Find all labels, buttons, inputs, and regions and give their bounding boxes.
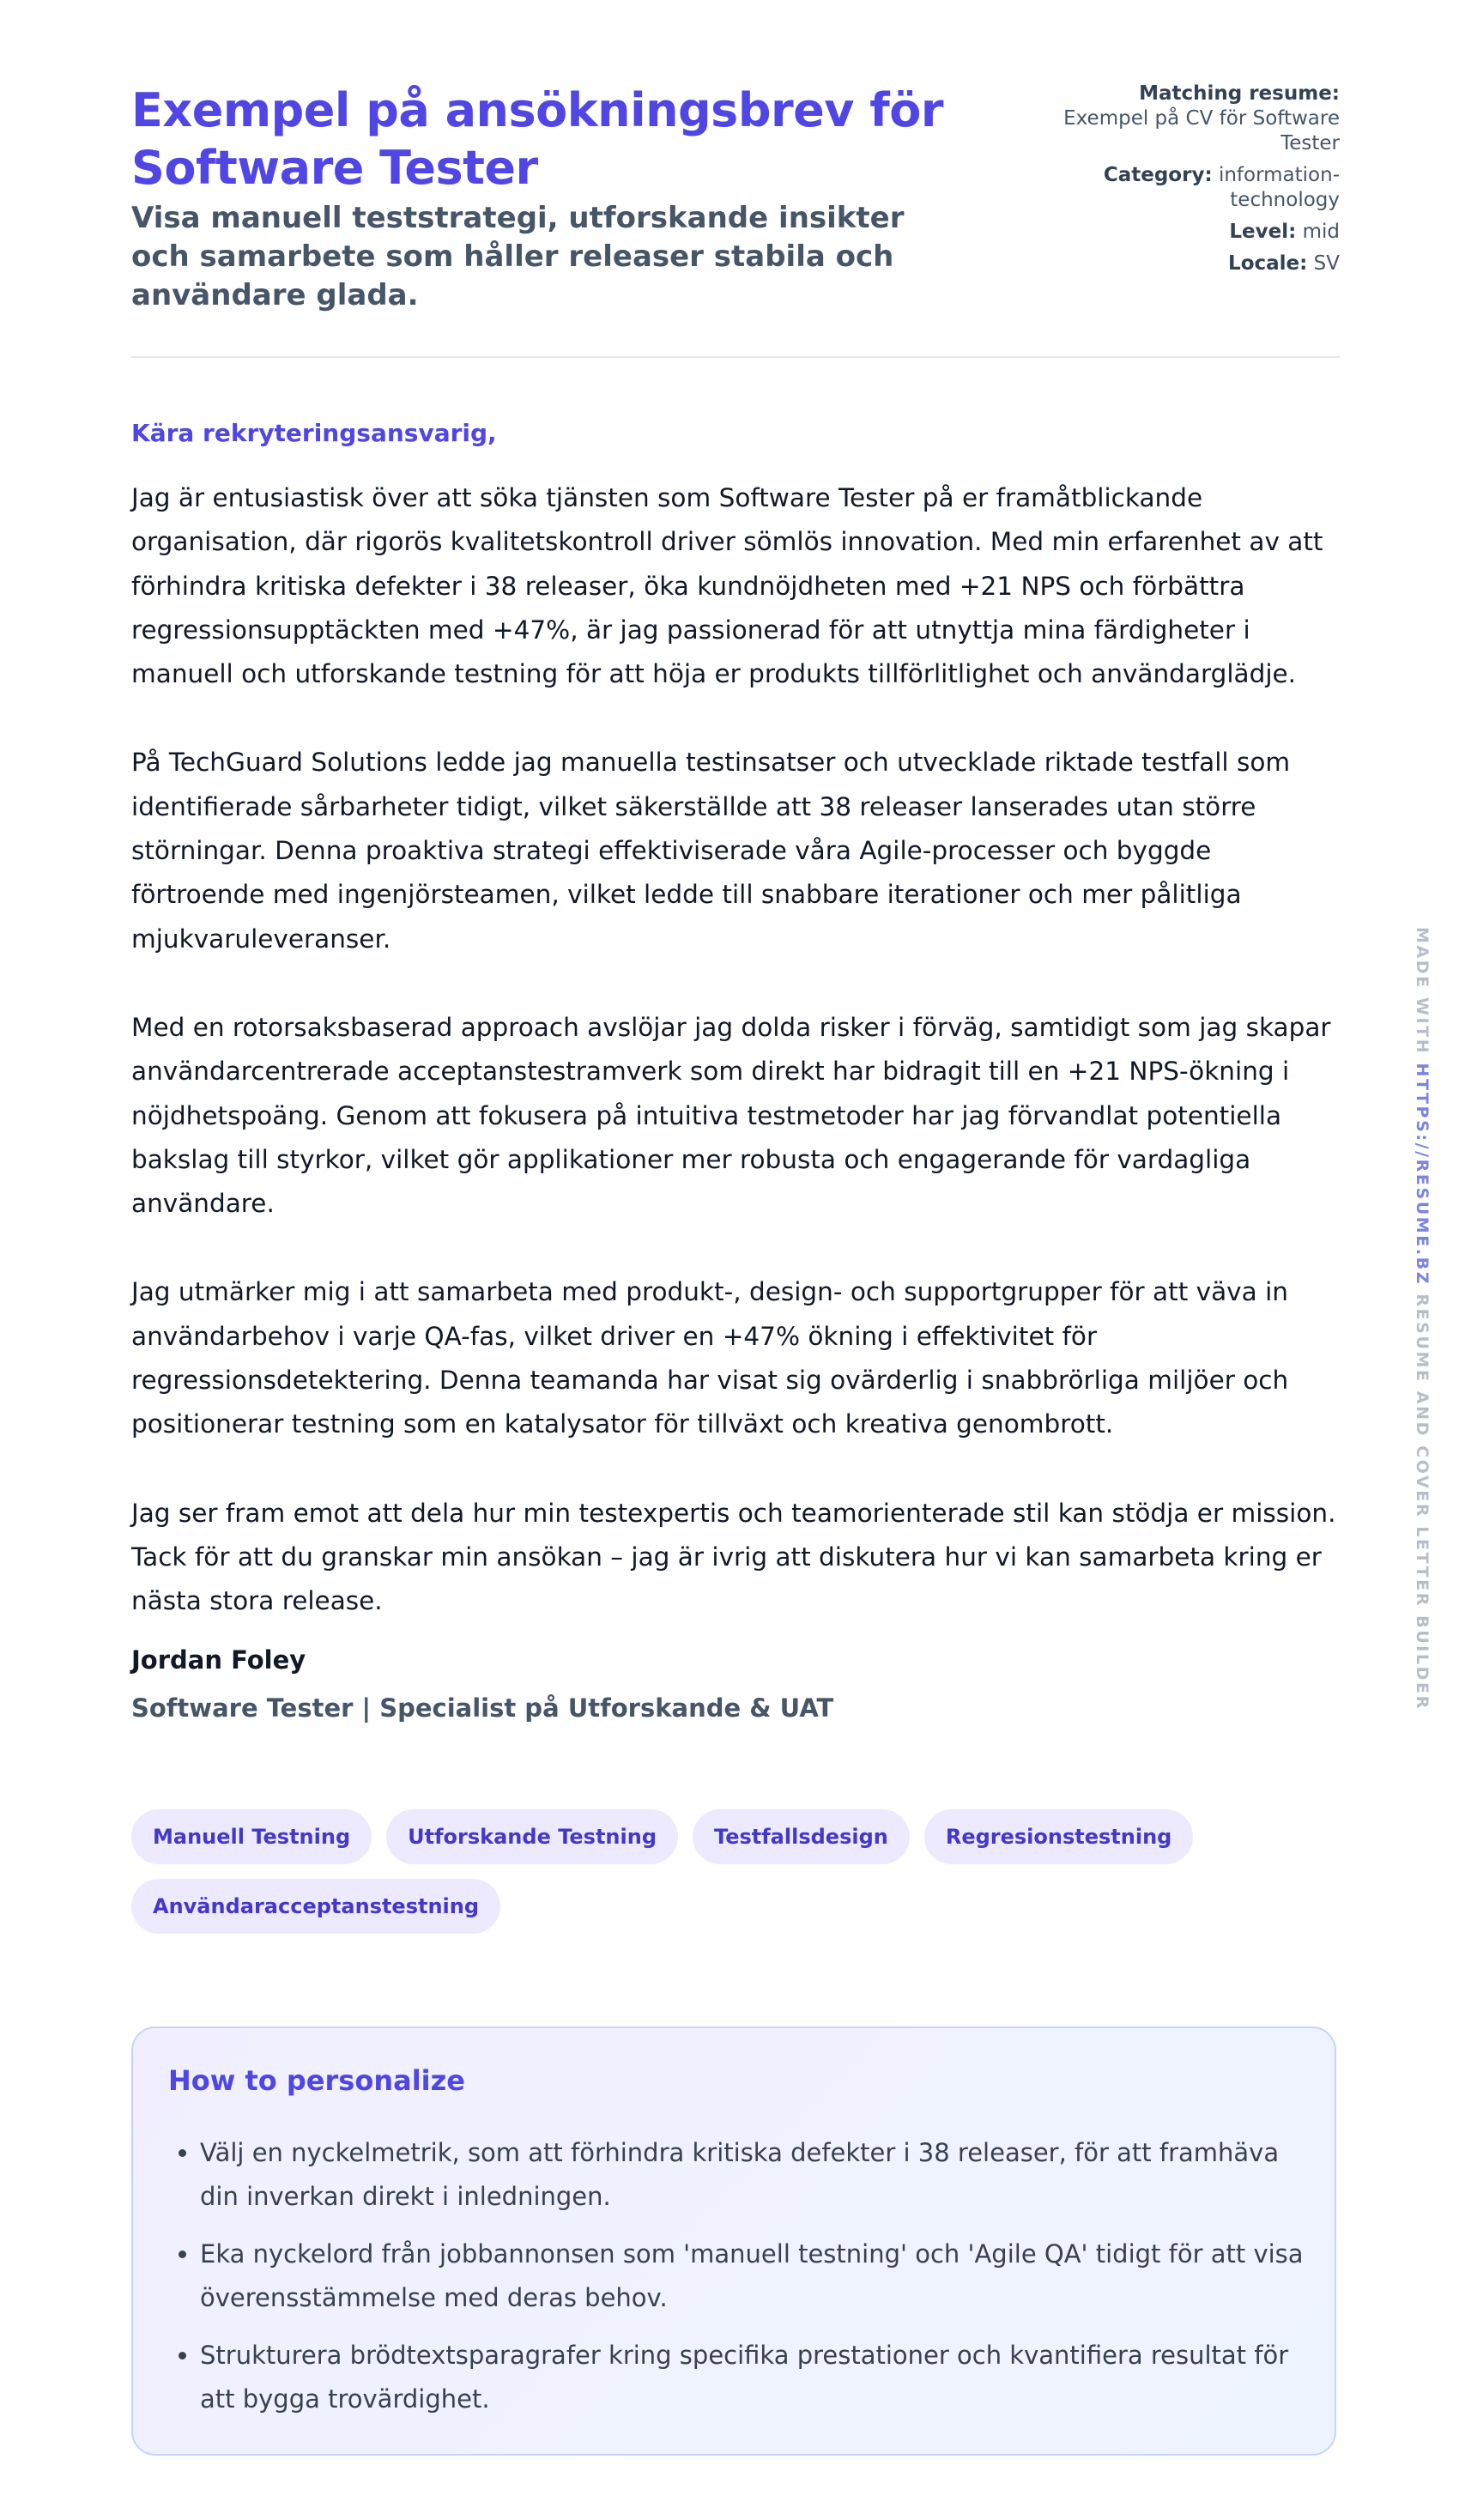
meta-panel xyxy=(1056,82,1340,283)
letter-paragraph: Jag är entusiastisk över att söka tjänsten som Software Tester på er framåtblickande organisation, där rigorös kvalitetskontroll driver sömlös innovation. Med min erfarenhet av att förhindra kritiska defekter i 38 releaser, öka kundnöjdheten med +21 NPS och förbättra regressionsupptäckten med +47%, är jag passionerad för att utnyttja mina färdigheter i manuell och utforskande testning för att höja er produkts tillförlitlighet och användarglädje. xyxy=(131,483,1323,689)
header-divider xyxy=(131,356,1340,358)
letter-header xyxy=(131,82,1340,356)
watermark-text xyxy=(1413,927,1432,1711)
watermark-prefix: MADE WITH xyxy=(1413,927,1432,1056)
letter-paragraph: Jag ser fram emot att dela hur min testexpertis och teamorienterade stil kan stödja er mission. Tack för att du granskar min ansökan – jag är ivrig att diskutera hur vi kan samarbeta kring er nästa stora release. xyxy=(131,1498,1336,1616)
skill-tag: Testfallsdesign xyxy=(693,1809,910,1864)
letter-greeting: Kära rekryteringsansvarig, xyxy=(131,419,497,447)
meta-matching-resume-value: Exempel på CV för Software Tester xyxy=(1063,107,1340,154)
made-with-watermark xyxy=(1406,927,1437,1711)
skill-tag: Manuell Testning xyxy=(131,1809,372,1864)
letter-paragraph: Jag utmärker mig i att samarbeta med produkt-, design- och supportgrupper för att väva in användarbehov i varje QA-fas, vilket driver en +47% ökning i effektivitet för regressionsdetektering. Denna teamanda har visat sig ovärderlig i snabbrörliga miljöer och positionerar testning som en katalysator för tillväxt och kreativa genombrott. xyxy=(131,1277,1289,1439)
skill-tag: Användaracceptanstestning xyxy=(131,1879,500,1934)
signature-title: Software Tester | Specialist på Utforskande & UAT xyxy=(131,1693,834,1723)
skill-tag: Utforskande Testning xyxy=(386,1809,678,1864)
meta-locale xyxy=(1056,251,1340,276)
meta-category xyxy=(1056,163,1340,213)
personalize-tip: • Strukturera brödtextsparagrafer kring specifika prestationer och kvantifiera resultat för att bygga trovärdighet. xyxy=(200,2334,1324,2421)
signature-name: Jordan Foley xyxy=(131,1645,306,1675)
signature-block xyxy=(131,1645,833,1723)
cover-letter-page xyxy=(131,82,1340,2414)
personalize-heading: How to personalize xyxy=(168,2064,465,2097)
meta-level-label: Level: xyxy=(1229,221,1297,243)
meta-matching-resume-label: Matching resume: xyxy=(1139,82,1340,105)
meta-locale-label: Locale: xyxy=(1228,252,1308,275)
letter-paragraph: Med en rotorsaksbaserad approach avslöjar jag dolda risker i förväg, samtidigt som jag skapar användarcentrerade acceptanstestramverk som direkt har bidragit till en +21 NPS-ökning i nöjdhetspoäng. Genom att fokusera på intuitiva testmetoder har jag förvandlat potentiella bakslag till styrkor, vilket gör applikationer mer robusta och engagerande för vardagliga användare. xyxy=(131,1012,1331,1219)
personalize-tip: • Eka nyckelord från jobbannonsen som 'manuell testning' och 'Agile QA' tidigt för att visa överensstämmelse med deras behov. xyxy=(200,2232,1324,2320)
meta-locale-value: SV xyxy=(1313,252,1340,275)
meta-category-value: information-technology xyxy=(1218,164,1340,211)
letter-body xyxy=(131,476,1340,1669)
meta-matching-resume xyxy=(1056,82,1340,156)
page-title: Exempel på ansökningsbrev för Software Tester xyxy=(131,83,943,195)
letter-paragraph: På TechGuard Solutions ledde jag manuella testinsatser och utvecklade riktade testfall som identifierade sårbarheter tidigt, vilket säkerställde att 38 releaser lanserades utan större störningar. Denna proaktiva strategi effektiviserade våra Agile-processer och byggde förtroende med ingenjörsteamen, vilket ledde till snabbare iterationer och mer pålitliga mjukvaruleveranser. xyxy=(131,748,1291,954)
watermark-suffix: RESUME AND COVER LETTER BUILDER xyxy=(1413,1293,1432,1711)
meta-category-label: Category: xyxy=(1103,164,1213,186)
page-subtitle: Visa manuell teststrategi, utforskande insikter och samarbete som håller releaser stabila och användare glada. xyxy=(131,201,905,312)
personalize-panel xyxy=(131,2026,1336,2456)
personalize-tips-list xyxy=(168,2131,1324,2435)
skill-tags xyxy=(131,1809,1340,1934)
personalize-tip: • Välj en nyckelmetrik, som att förhindra kritiska defekter i 38 releaser, för att framhäva din inverkan direkt i inledningen. xyxy=(200,2131,1324,2219)
skill-tag: Regresionstestning xyxy=(924,1809,1194,1864)
meta-level xyxy=(1056,220,1340,245)
watermark-link[interactable]: HTTPS://RESUME.BZ xyxy=(1413,1063,1432,1287)
meta-level-value: mid xyxy=(1302,221,1340,243)
